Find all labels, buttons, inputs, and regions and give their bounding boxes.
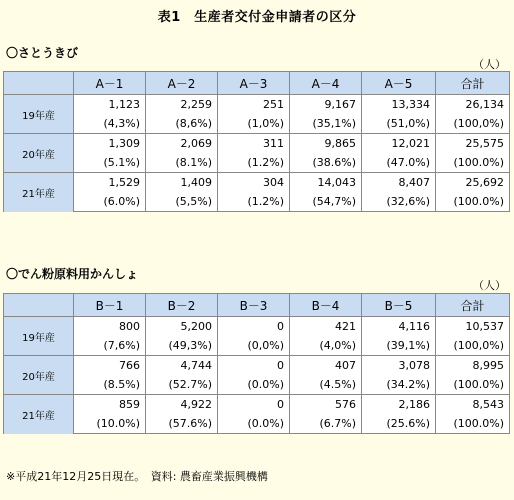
percent-cell: (32,6%) bbox=[362, 192, 436, 212]
row-year-label: 21年産 bbox=[4, 395, 74, 434]
column-header: B－1 bbox=[74, 294, 146, 317]
percent-cell: (0.0%) bbox=[218, 414, 290, 434]
percent-cell: (1.2%) bbox=[218, 192, 290, 212]
row-year-label: 19年産 bbox=[4, 95, 74, 134]
percent-cell: (8,6%) bbox=[146, 114, 218, 134]
percent-cell: (100,0%) bbox=[436, 114, 510, 134]
table-row bbox=[4, 395, 510, 415]
row-year-label: 21年産 bbox=[4, 173, 74, 212]
value-cell: 14,043 bbox=[290, 173, 362, 193]
value-cell: 9,167 bbox=[290, 95, 362, 115]
column-header: B－5 bbox=[362, 294, 436, 317]
table-row bbox=[4, 317, 510, 337]
percent-cell: (4,0%) bbox=[290, 336, 362, 356]
value-cell: 8,543 bbox=[436, 395, 510, 415]
value-cell: 859 bbox=[74, 395, 146, 415]
table-row bbox=[4, 356, 510, 376]
column-header: B－4 bbox=[290, 294, 362, 317]
percent-cell: (52.7%) bbox=[146, 375, 218, 395]
percent-cell: (100.0%) bbox=[436, 192, 510, 212]
percent-cell: (100.0%) bbox=[436, 153, 510, 173]
percent-cell: (1.2%) bbox=[218, 153, 290, 173]
percent-cell: (5,5%) bbox=[146, 192, 218, 212]
section-label-kansho: 〇でん粉原料用かんしょ bbox=[6, 267, 139, 281]
value-cell: 0 bbox=[218, 356, 290, 376]
value-cell: 304 bbox=[218, 173, 290, 193]
column-header: A－4 bbox=[290, 72, 362, 95]
value-cell: 1,309 bbox=[74, 134, 146, 154]
value-cell: 1,409 bbox=[146, 173, 218, 193]
value-cell: 576 bbox=[290, 395, 362, 415]
percent-cell: (5.1%) bbox=[74, 153, 146, 173]
value-cell: 1,123 bbox=[74, 95, 146, 115]
header-corner bbox=[4, 294, 74, 317]
row-year-label: 20年産 bbox=[4, 134, 74, 173]
table-row bbox=[4, 414, 510, 434]
percent-cell: (7,6%) bbox=[74, 336, 146, 356]
value-cell: 12,021 bbox=[362, 134, 436, 154]
table-row bbox=[4, 336, 510, 356]
value-cell: 2,186 bbox=[362, 395, 436, 415]
column-header: B－3 bbox=[218, 294, 290, 317]
value-cell: 2,259 bbox=[146, 95, 218, 115]
value-cell: 4,744 bbox=[146, 356, 218, 376]
value-cell: 2,069 bbox=[146, 134, 218, 154]
table-header-row bbox=[4, 294, 510, 317]
percent-cell: (54,7%) bbox=[290, 192, 362, 212]
column-header: B－2 bbox=[146, 294, 218, 317]
percent-cell: (39,1%) bbox=[362, 336, 436, 356]
satoukibi-table bbox=[3, 71, 510, 212]
value-cell: 766 bbox=[74, 356, 146, 376]
value-cell: 4,116 bbox=[362, 317, 436, 337]
percent-cell: (0,0%) bbox=[218, 336, 290, 356]
column-header: 合計 bbox=[436, 72, 510, 95]
row-year-label: 19年産 bbox=[4, 317, 74, 356]
value-cell: 1,529 bbox=[74, 173, 146, 193]
percent-cell: (4,3%) bbox=[74, 114, 146, 134]
percent-cell: (100,0%) bbox=[436, 336, 510, 356]
percent-cell: (100.0%) bbox=[436, 375, 510, 395]
section-label-satoukibi: 〇さとうきび bbox=[6, 46, 79, 60]
footnote: ※平成21年12月25日現在。 資料: 農畜産業振興機構 bbox=[6, 470, 268, 483]
percent-cell: (6.7%) bbox=[290, 414, 362, 434]
value-cell: 8,995 bbox=[436, 356, 510, 376]
column-header: A－2 bbox=[146, 72, 218, 95]
column-header: A－3 bbox=[218, 72, 290, 95]
percent-cell: (6.0%) bbox=[74, 192, 146, 212]
column-header: 合計 bbox=[436, 294, 510, 317]
percent-cell: (8.5%) bbox=[74, 375, 146, 395]
percent-cell: (8.1%) bbox=[146, 153, 218, 173]
percent-cell: (47.0%) bbox=[362, 153, 436, 173]
header-corner bbox=[4, 72, 74, 95]
value-cell: 10,537 bbox=[436, 317, 510, 337]
table-row bbox=[4, 192, 510, 212]
table-row bbox=[4, 375, 510, 395]
column-header: A－5 bbox=[362, 72, 436, 95]
percent-cell: (100.0%) bbox=[436, 414, 510, 434]
page-title: 表1 生産者交付金申請者の区分 bbox=[157, 10, 357, 25]
value-cell: 25,692 bbox=[436, 173, 510, 193]
value-cell: 311 bbox=[218, 134, 290, 154]
table-row bbox=[4, 173, 510, 193]
value-cell: 0 bbox=[218, 317, 290, 337]
table-row bbox=[4, 134, 510, 154]
value-cell: 4,922 bbox=[146, 395, 218, 415]
value-cell: 25,575 bbox=[436, 134, 510, 154]
value-cell: 0 bbox=[218, 395, 290, 415]
column-header: A－1 bbox=[74, 72, 146, 95]
value-cell: 26,134 bbox=[436, 95, 510, 115]
table-row bbox=[4, 153, 510, 173]
value-cell: 251 bbox=[218, 95, 290, 115]
value-cell: 5,200 bbox=[146, 317, 218, 337]
percent-cell: (4.5%) bbox=[290, 375, 362, 395]
percent-cell: (51,0%) bbox=[362, 114, 436, 134]
percent-cell: (25.6%) bbox=[362, 414, 436, 434]
value-cell: 9,865 bbox=[290, 134, 362, 154]
row-year-label: 20年産 bbox=[4, 356, 74, 395]
percent-cell: (35,1%) bbox=[290, 114, 362, 134]
unit-label: （人） bbox=[473, 279, 506, 292]
table-row bbox=[4, 95, 510, 115]
value-cell: 800 bbox=[74, 317, 146, 337]
percent-cell: (38.6%) bbox=[290, 153, 362, 173]
value-cell: 13,334 bbox=[362, 95, 436, 115]
kansho-table bbox=[3, 293, 510, 434]
value-cell: 421 bbox=[290, 317, 362, 337]
value-cell: 8,407 bbox=[362, 173, 436, 193]
percent-cell: (57.6%) bbox=[146, 414, 218, 434]
value-cell: 3,078 bbox=[362, 356, 436, 376]
percent-cell: (1,0%) bbox=[218, 114, 290, 134]
percent-cell: (10.0%) bbox=[74, 414, 146, 434]
percent-cell: (0.0%) bbox=[218, 375, 290, 395]
table-row bbox=[4, 114, 510, 134]
percent-cell: (34.2%) bbox=[362, 375, 436, 395]
percent-cell: (49,3%) bbox=[146, 336, 218, 356]
unit-label: （人） bbox=[473, 58, 506, 71]
value-cell: 407 bbox=[290, 356, 362, 376]
table-header-row bbox=[4, 72, 510, 95]
